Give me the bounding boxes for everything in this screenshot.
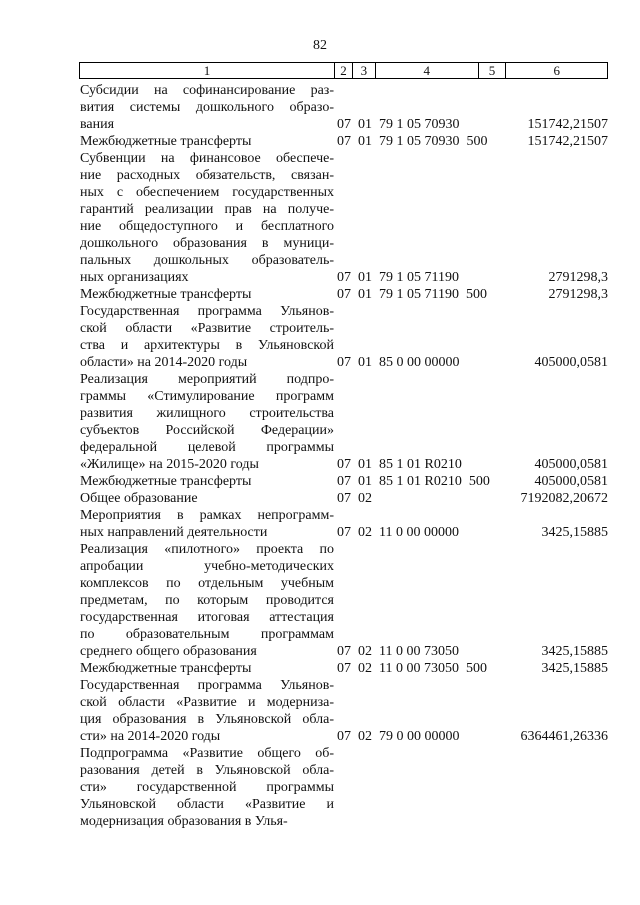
- row-name-line: федеральной целевой программы: [80, 440, 334, 455]
- row-name-line: сти» государственной программы: [80, 780, 334, 795]
- row-name-line: по образовательным программам: [80, 627, 334, 642]
- row-code: 07 01 79 1 05 70930 500: [337, 134, 488, 149]
- row-name-line: дошкольного образования в муници-: [80, 236, 334, 251]
- row-name: [80, 82, 334, 133]
- row-name-line: разования детей в Ульяновской обла-: [80, 763, 334, 778]
- row-name-line: ние расходных обязательств, связан-: [80, 168, 334, 183]
- row-name-line: Межбюджетные трансферты: [80, 287, 252, 302]
- row-name-line: вания: [80, 117, 115, 132]
- row-name-line: ской области «Развитие строитель-: [80, 321, 334, 336]
- header-col-1: 1: [80, 63, 335, 78]
- row-code: 07 01 85 1 01 R0210: [337, 457, 462, 472]
- row-name: [80, 303, 334, 371]
- row-name-line: пальных дошкольных образователь-: [80, 253, 334, 268]
- table-row: [80, 371, 608, 473]
- row-code: 07 02 11 0 00 73050 500: [337, 661, 487, 676]
- row-name-line: Общее образование: [80, 491, 198, 506]
- row-code: 07 01 85 0 00 00000: [337, 355, 460, 370]
- header-col-3: 3: [353, 63, 376, 78]
- row-amount: 7192082,20672: [520, 491, 608, 506]
- table-row: [80, 473, 608, 490]
- row-name-line: модернизация образования в Улья-: [80, 814, 288, 829]
- table-row: [80, 541, 608, 660]
- row-name-line: сти» на 2014-2020 годы: [80, 729, 221, 744]
- row-name: [80, 150, 334, 286]
- row-name-line: ства и архитектуры в Ульяновской: [80, 338, 334, 353]
- table-row: [80, 82, 608, 133]
- row-amount: 3425,15885: [541, 644, 608, 659]
- row-code: 07 01 79 1 05 71190 500: [337, 287, 487, 302]
- row-name-line: субъектов Российской Федерации»: [80, 423, 334, 438]
- row-name: [80, 541, 334, 660]
- table-row: [80, 133, 608, 150]
- table-row: [80, 507, 608, 541]
- table-row: [80, 677, 608, 745]
- row-name-line: Ульяновской области «Развитие и: [80, 797, 334, 812]
- row-code: 07 01 79 1 05 71190: [337, 270, 459, 285]
- table-body: [80, 82, 608, 830]
- table-row: [80, 286, 608, 303]
- row-name: [80, 133, 334, 150]
- row-amount: 3425,15885: [541, 525, 608, 540]
- row-name-line: ных направлений деятельности: [80, 525, 268, 540]
- row-amount: 2791298,3: [548, 270, 608, 285]
- row-name-line: области» на 2014-2020 годы: [80, 355, 248, 370]
- row-name-line: Реализация мероприятий подпро-: [80, 372, 334, 387]
- page-number: 82: [313, 38, 327, 53]
- row-name-line: среднего общего образования: [80, 644, 257, 659]
- row-name: [80, 677, 334, 745]
- row-amount: 405000,0581: [534, 355, 608, 370]
- row-name-line: ние общедоступного и бесплатного: [80, 219, 334, 234]
- row-name-line: развития жилищного строительства: [80, 406, 334, 421]
- table-row: [80, 490, 608, 507]
- row-code: 07 02 11 0 00 73050: [337, 644, 459, 659]
- row-name: [80, 490, 334, 507]
- row-name-line: Субсидии на софинансирование раз-: [80, 83, 334, 98]
- row-name: [80, 286, 334, 303]
- row-name: [80, 745, 334, 830]
- table-row: [80, 303, 608, 371]
- row-name-line: государственная итоговая аттестация: [80, 610, 334, 625]
- header-col-2: 2: [335, 63, 353, 78]
- table-header: [79, 62, 608, 79]
- row-code: 07 01 85 1 01 R0210 500: [337, 474, 490, 489]
- row-name-line: «Жилище» на 2015-2020 годы: [80, 457, 259, 472]
- table-row: [80, 660, 608, 677]
- row-name: [80, 660, 334, 677]
- row-code: 07 01 79 1 05 70930: [337, 117, 460, 132]
- row-amount: 151742,21507: [527, 134, 608, 149]
- row-name-line: Государственная программа Ульянов-: [80, 304, 334, 319]
- row-name-line: ция образования в Ульяновской обла-: [80, 712, 334, 727]
- row-name-line: гарантий реализации прав на получе-: [80, 202, 334, 217]
- row-name-line: Реализация «пилотного» проекта по: [80, 542, 334, 557]
- header-col-5: 5: [479, 63, 507, 78]
- row-name-line: Межбюджетные трансферты: [80, 474, 252, 489]
- row-name-line: ных организациях: [80, 270, 189, 285]
- table-row: [80, 150, 608, 286]
- row-amount: 405000,0581: [534, 474, 608, 489]
- table-row: [80, 745, 608, 830]
- row-amount: 405000,0581: [534, 457, 608, 472]
- row-name-line: апробации учебно-методических: [80, 559, 334, 574]
- row-name-line: Межбюджетные трансферты: [80, 661, 252, 676]
- row-name: [80, 371, 334, 473]
- row-name-line: Субвенции на финансовое обеспече-: [80, 151, 334, 166]
- row-name-line: Государственная программа Ульянов-: [80, 678, 334, 693]
- row-name-line: Мероприятия в рамках непрограмм-: [80, 508, 334, 523]
- row-name-line: комплексов по отдельным учебным: [80, 576, 334, 591]
- row-name-line: Межбюджетные трансферты: [80, 134, 252, 149]
- row-name-line: граммы «Стимулирование программ: [80, 389, 334, 404]
- row-code: 07 02 11 0 00 00000: [337, 525, 459, 540]
- row-amount: 6364461,26336: [520, 729, 608, 744]
- row-name-line: Подпрограмма «Развитие общего об-: [80, 746, 334, 761]
- row-code: 07 02: [337, 491, 372, 506]
- row-name-line: ных с обеспечением государственных: [80, 185, 334, 200]
- row-amount: 2791298,3: [548, 287, 608, 302]
- row-code: 07 02 79 0 00 00000: [337, 729, 460, 744]
- row-name: [80, 473, 334, 490]
- row-name-line: вития системы дошкольного образо-: [80, 100, 334, 115]
- row-amount: 151742,21507: [527, 117, 608, 132]
- row-name-line: ской области «Развитие и модерниза-: [80, 695, 334, 710]
- row-name-line: предметам, по которым проводится: [80, 593, 334, 608]
- header-col-6: 6: [553, 63, 560, 78]
- header-col-4: 4: [376, 63, 479, 78]
- row-amount: 3425,15885: [541, 661, 608, 676]
- row-name: [80, 507, 334, 541]
